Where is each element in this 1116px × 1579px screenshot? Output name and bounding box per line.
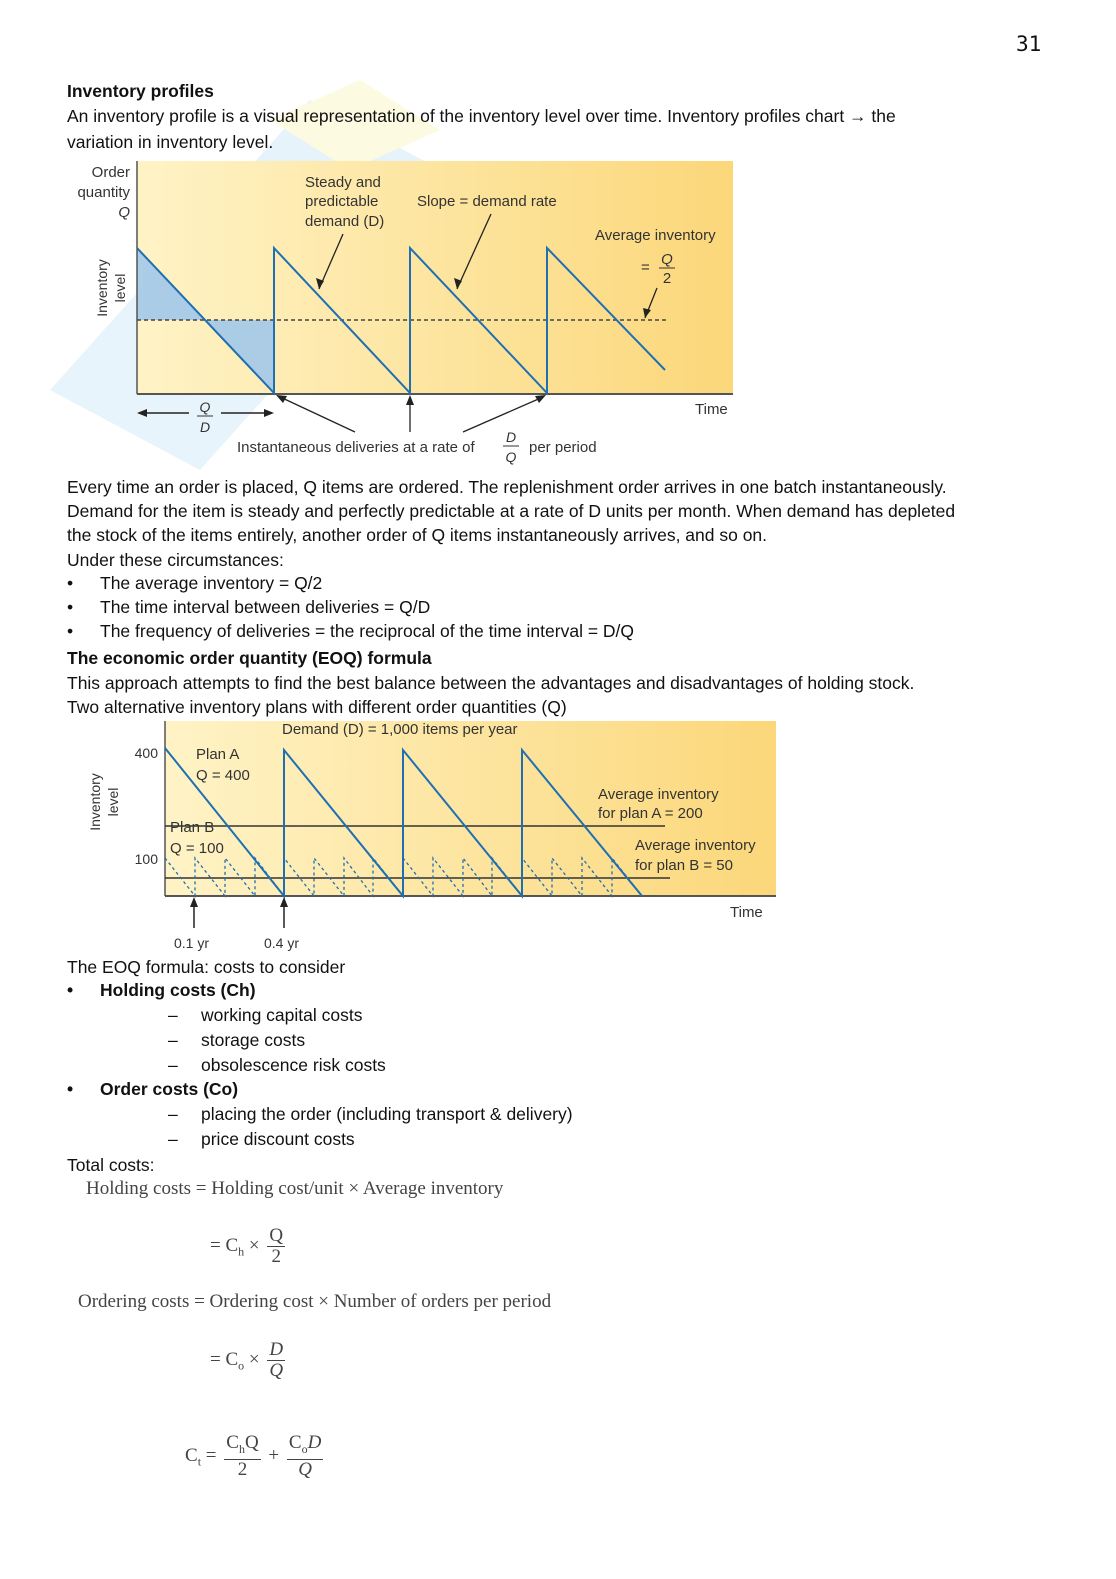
annotation-average-num: Q [661, 251, 673, 268]
bullet-marker: • [67, 597, 74, 617]
annotation-steady-1: Steady and [305, 174, 381, 191]
intro-line-2: variation in inventory level. [67, 132, 274, 152]
bullet-marker: • [67, 573, 74, 593]
y-axis-label-level: level [112, 273, 128, 303]
plan-a-q: Q = 400 [196, 767, 250, 784]
interval-num: Q [199, 399, 211, 415]
dash-marker: – [168, 1030, 178, 1050]
eoq-heading: The economic order quantity (EOQ) formula [67, 648, 432, 668]
avg-b-line1: Average inventory [635, 837, 756, 854]
annotation-average: Average inventory [595, 227, 716, 244]
chart-title: Demand (D) = 1,000 items per year [282, 721, 518, 738]
y-label-q: Q [118, 204, 130, 221]
costs-intro: The EOQ formula: costs to consider [67, 957, 346, 977]
bullet-marker: • [67, 621, 74, 641]
para-line-3: the stock of the items entirely, another order of Q items instantaneously arrives, and so on. [67, 525, 768, 545]
order-item-2: price discount costs [201, 1129, 355, 1149]
y-axis-label-inventory: Inventory [94, 259, 110, 317]
deliveries-label: Instantaneous deliveries at a rate of [237, 439, 475, 456]
tick-100: 100 [134, 851, 158, 867]
bullet-marker: • [67, 980, 74, 1000]
order-item-1: placing the order (including transport & delivery) [201, 1104, 573, 1124]
tick-400: 400 [134, 745, 158, 761]
y-label-order: Order [91, 164, 130, 181]
dash-marker: – [168, 1055, 178, 1075]
holding-item-2: storage costs [201, 1030, 306, 1050]
holding-item-1: working capital costs [201, 1005, 363, 1025]
annotation-average-eq: = [641, 259, 650, 276]
para-line-1: Every time an order is placed, Q items are ordered. The replenishment order arrives in one batch instantaneously. [67, 477, 947, 497]
avg-a-line1: Average inventory [598, 786, 719, 803]
interval-den: D [199, 419, 211, 435]
under-circumstances: Under these circumstances: [67, 550, 284, 570]
avg-b-line2: for plan B = 50 [635, 857, 733, 874]
deliveries-suffix: per period [529, 439, 597, 456]
deliveries-den: Q [505, 449, 517, 465]
page-number: 31 [1016, 32, 1042, 56]
holding-item-3: obsolescence risk costs [201, 1055, 386, 1075]
bullet-time-interval: The time interval between deliveries = Q/D [100, 597, 431, 617]
ordering-costs-equation: Ordering costs = Ordering cost × Number of orders per period [78, 1291, 552, 1312]
delivery-arrow-1 [278, 396, 355, 432]
inventory-profile-figure [65, 158, 745, 470]
plan-b-q: Q = 100 [170, 840, 224, 857]
annotation-slope: Slope = demand rate [417, 193, 557, 210]
delivery-arrow-3 [463, 397, 543, 432]
plan-a-label: Plan A [196, 746, 240, 763]
annotation-average-den: 2 [662, 270, 672, 287]
eoq-line-1: This approach attempts to find the best balance between the advantages and disadvantages of holding stock. [67, 673, 915, 693]
plan-b-label: Plan B [170, 819, 215, 836]
label-0-1yr: 0.1 yr [174, 935, 210, 951]
dash-marker: – [168, 1129, 178, 1149]
holding-costs-equation: Holding costs = Holding cost/unit × Average inventory [86, 1178, 504, 1199]
y-axis-label-level: level [105, 787, 121, 817]
eoq-line-2: Two alternative inventory plans with different order quantities (Q) [67, 697, 567, 717]
section-heading-inventory-profiles: Inventory profiles [67, 81, 214, 101]
label-0-4yr: 0.4 yr [264, 935, 300, 951]
bullet-marker: • [67, 1079, 74, 1099]
intro-line-1: An inventory profile is a visual representation of the inventory level over time. Inventory profiles chart → the [67, 106, 896, 126]
order-costs-heading: Order costs (Co) [100, 1079, 239, 1099]
x-axis-label-time: Time [695, 401, 728, 418]
bullet-average-inventory: The average inventory = Q/2 [100, 573, 323, 593]
y-axis-label-inventory: Inventory [87, 773, 103, 831]
annotation-steady-3: demand (D) [305, 213, 385, 230]
total-costs-label: Total costs: [67, 1155, 155, 1175]
deliveries-num: D [505, 429, 517, 445]
avg-a-line2: for plan A = 200 [598, 805, 703, 822]
para-line-2: Demand for the item is steady and perfectly predictable at a rate of D units per month. When demand has depleted [67, 501, 956, 521]
y-label-quantity: quantity [77, 184, 130, 201]
dash-marker: – [168, 1104, 178, 1124]
total-cost-formula: $C_t$ = $\frac{C_hQ}{2}$ + $\frac{C_oD}{Q}$ [185, 1432, 322, 1480]
ordering-costs-rhs: = $C_o$ × $\frac{D}{Q}$ [210, 1339, 284, 1381]
bullet-frequency: The frequency of deliveries = the reciprocal of the time interval = D/Q [100, 621, 635, 641]
two-plans-figure [80, 718, 780, 958]
annotation-steady-2: predictable [305, 193, 379, 210]
holding-costs-heading: Holding costs (Ch) [100, 980, 256, 1000]
holding-costs-rhs: = $C_h$ × $\frac{Q}{2}$ [210, 1225, 284, 1267]
x-axis-label-time: Time [730, 904, 763, 921]
dash-marker: – [168, 1005, 178, 1025]
